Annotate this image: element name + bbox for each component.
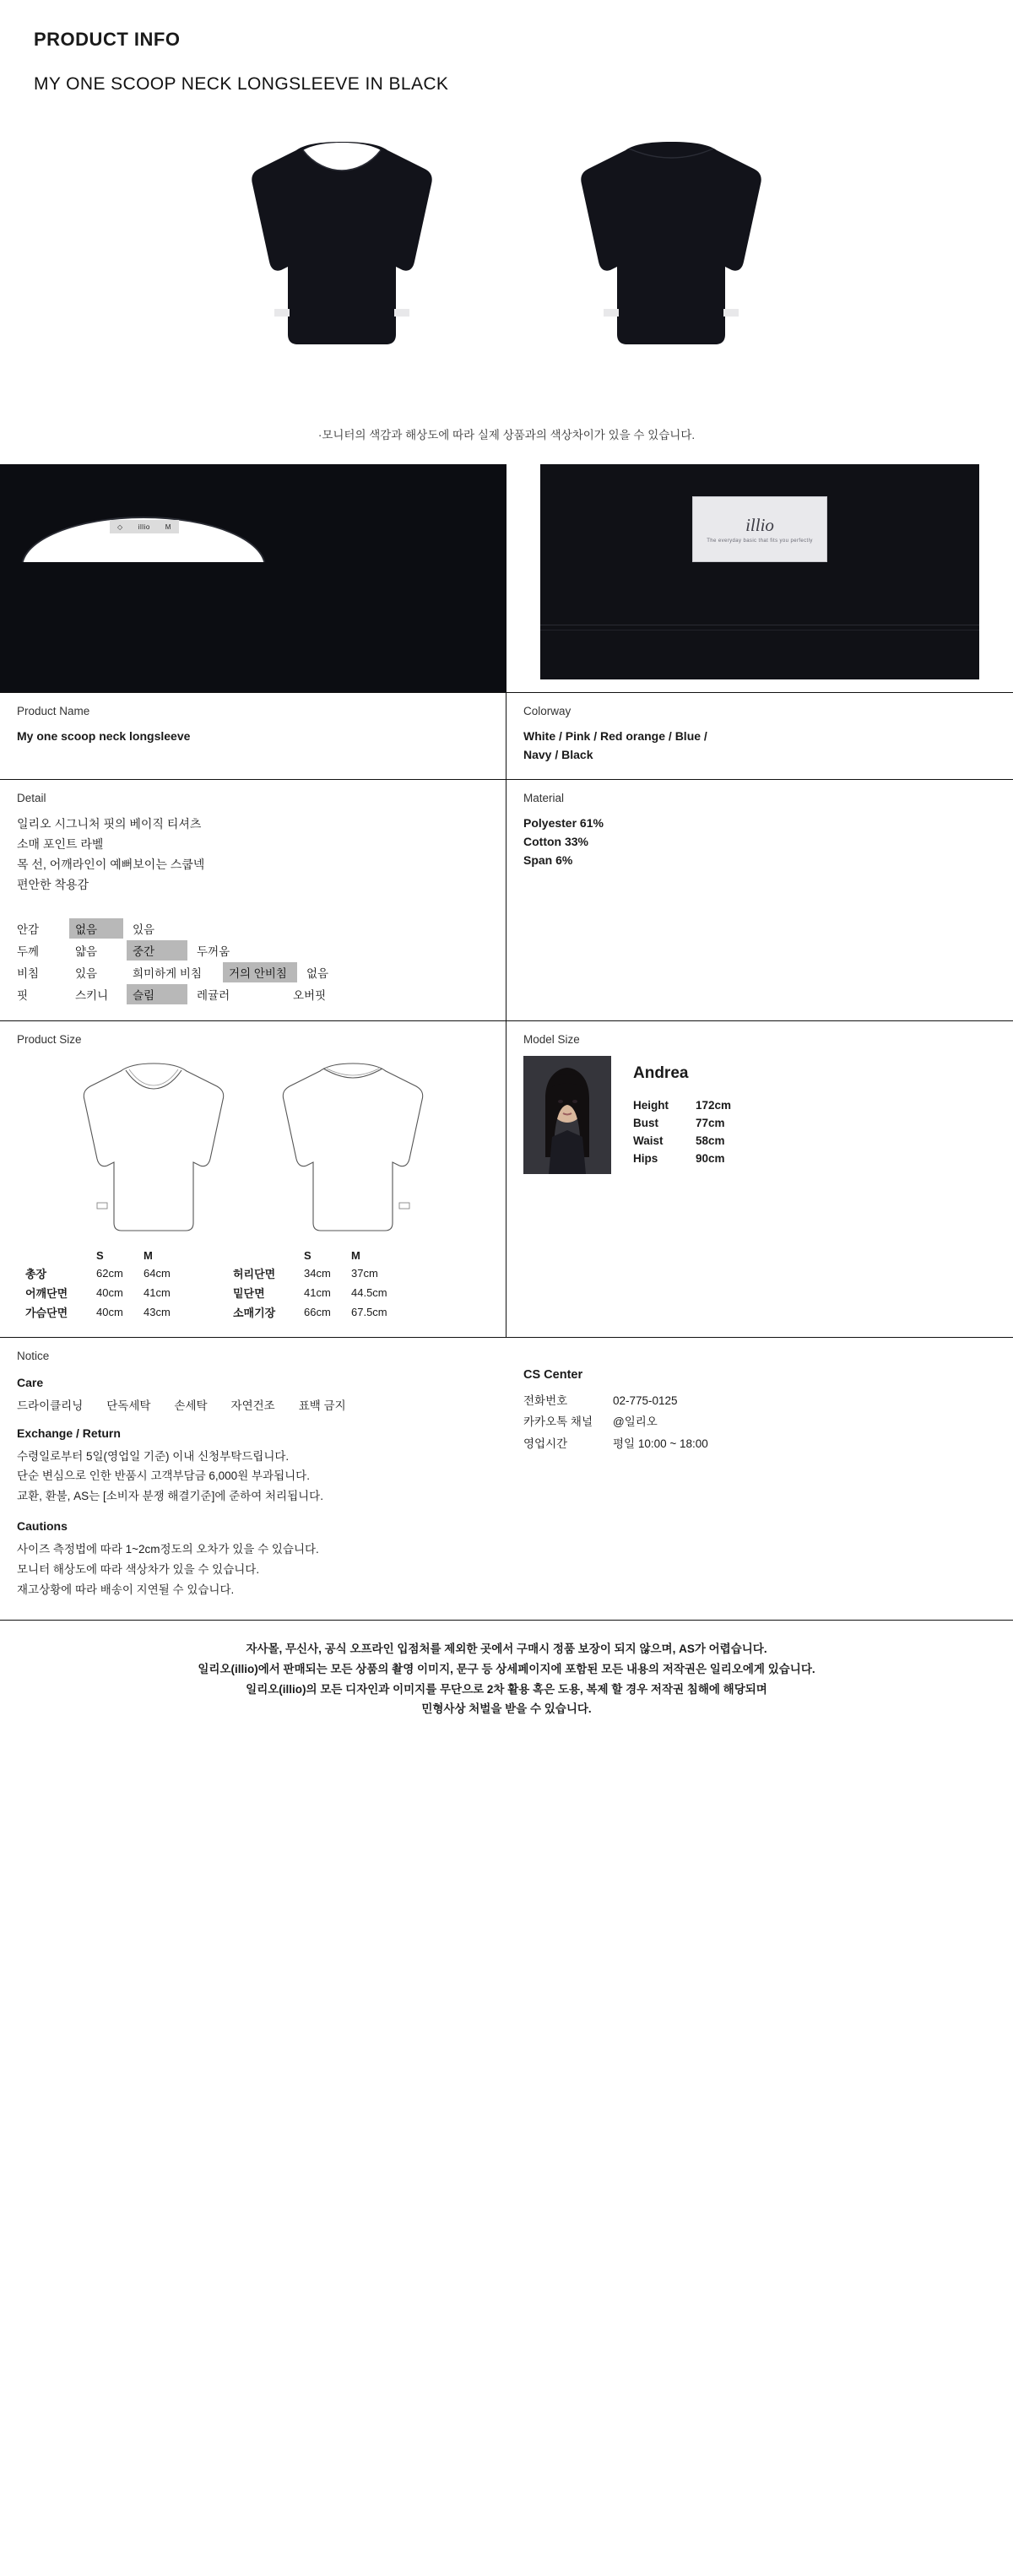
care-item-hand-wash: 손세탁 [174, 1399, 208, 1412]
measurement-chest-m: 43cm [144, 1305, 171, 1318]
option-sheer-slight: 희미하게 비침 [133, 966, 202, 980]
cautions-title: Cautions [17, 1519, 68, 1534]
model-waist-label: Waist [633, 1134, 664, 1147]
care-item-no-bleach: 표백 금지 [298, 1399, 346, 1412]
option-row-fit [17, 983, 489, 1005]
table-row [633, 1114, 731, 1132]
material-line-3: Span 6% [523, 852, 573, 867]
care-tag [110, 520, 179, 533]
model-photo [523, 1056, 611, 1174]
model-bust-value: 77cm [696, 1116, 725, 1129]
measurement-sleeve-s: 66cm [304, 1305, 331, 1318]
detail-photo-strip [0, 464, 1013, 692]
measurement-table-left [25, 1247, 191, 1322]
measurement-header-blank-left [25, 1247, 96, 1264]
cautions-line-2: 모니터 해상도에 따라 색상차가 있을 수 있습니다. [17, 1563, 260, 1577]
measurement-header-s-right: S [304, 1248, 311, 1262]
table-row [633, 1150, 731, 1167]
cs-phone-row [523, 1390, 996, 1412]
measurement-label-length: 총장 [25, 1267, 47, 1280]
option-row-thickness [17, 939, 489, 961]
care-tag-brand: illio [138, 522, 150, 531]
material-caption: Material [523, 792, 565, 805]
table-row [233, 1264, 398, 1283]
option-sheer-none: 없음 [306, 966, 329, 980]
material-line-2: Cotton 33% [523, 835, 588, 849]
option-fit-regular: 레귤러 [197, 988, 230, 1002]
option-label-fit: 핏 [17, 988, 29, 1002]
cs-phone-value[interactable]: 02-775-0125 [613, 1394, 678, 1407]
measurement-header-m-right: M [351, 1248, 360, 1262]
option-label-lining: 안감 [17, 923, 40, 936]
model-waist-value: 58cm [696, 1134, 725, 1147]
model-measurements-table [633, 1096, 731, 1167]
cs-phone-label: 전화번호 [523, 1394, 568, 1407]
model-height-value: 172cm [696, 1098, 732, 1112]
model-name: Andrea [633, 1063, 689, 1082]
measurement-label-waist: 허리단면 [233, 1267, 276, 1280]
product-size-cell [0, 1021, 506, 1337]
model-size-cell [506, 1021, 1013, 1337]
cs-kakao-row [523, 1411, 996, 1433]
option-row-lining [17, 917, 489, 939]
option-grid [17, 917, 489, 1005]
option-fit-oversize: 오버핏 [293, 988, 327, 1002]
brand-label-text: illio [745, 515, 774, 535]
detail-line-4: 편안한 착용감 [17, 877, 89, 891]
cs-hours-row [523, 1433, 996, 1455]
care-items [17, 1396, 490, 1413]
measurement-sleeve-m: 67.5cm [351, 1305, 387, 1318]
exchange-line-3: 교환, 환불, AS는 [소비자 분쟁 해결기준]에 준하여 처리됩니다. [17, 1489, 323, 1502]
neckline-mask [0, 562, 287, 692]
measurement-shoulder-m: 41cm [144, 1285, 171, 1299]
colorway-caption: Colorway [523, 705, 572, 717]
shirt-front-illustration [215, 135, 469, 388]
measurement-chest-s: 40cm [96, 1305, 123, 1318]
option-thickness-medium: 중간 [127, 940, 187, 961]
option-fit-skinny: 스키니 [75, 988, 109, 1002]
measurement-header-blank-right [233, 1247, 304, 1264]
care-tag-size: M [165, 522, 171, 531]
care-tag-icon: ◇ [117, 522, 123, 531]
model-hips-value: 90cm [696, 1151, 725, 1165]
measurement-length-m: 64cm [144, 1266, 171, 1280]
measurement-waist-m: 37cm [351, 1266, 378, 1280]
label-detail-photo-inner [540, 464, 979, 679]
footer-line-2: 일리오(illio)에서 판매되는 모든 상품의 촬영 이미지, 문구 등 상세페이지에 포함된 모든 내용의 저작권은 일리오에게 있습니다. [198, 1662, 815, 1675]
exchange-line-1: 수령일로부터 5일(영업일 기준) 이내 신청부탁드립니다. [17, 1449, 290, 1463]
shirt-back-illustration [544, 135, 798, 388]
care-title: Care [17, 1375, 44, 1389]
option-label-thickness: 두께 [17, 944, 40, 958]
option-thickness-thick: 두꺼움 [197, 944, 230, 958]
colorway-cell [506, 693, 1013, 779]
footer-line-4: 민형사상 처벌을 받을 수 있습니다. [421, 1702, 592, 1716]
table-row [233, 1302, 398, 1322]
neckline-detail-photo [0, 464, 506, 692]
measurement-tables [17, 1247, 489, 1322]
measurement-header-row-right [233, 1247, 398, 1264]
model-size-caption: Model Size [523, 1032, 580, 1046]
option-fit-slim: 슬림 [127, 984, 187, 1004]
option-sheer-yes: 있음 [75, 966, 98, 980]
color-disclaimer: ·모니터의 색감과 해상도에 따라 실제 상품과의 색상차이가 있을 수 있습니다. [317, 429, 696, 441]
product-info-table [0, 692, 1013, 1621]
material-line-1: Polyester 61% [523, 816, 604, 831]
option-thickness-thin: 얇음 [75, 944, 98, 958]
cs-center-column [506, 1338, 1013, 1621]
table-row [25, 1283, 191, 1302]
brand-label-patch [692, 496, 827, 562]
measurement-table-right [233, 1247, 398, 1322]
table-row [233, 1283, 398, 1302]
option-lining-none: 없음 [69, 918, 123, 939]
exchange-title: Exchange / Return [17, 1426, 121, 1440]
measurement-label-chest: 가슴단면 [25, 1306, 68, 1319]
model-height-label: Height [633, 1098, 669, 1112]
notice-left-column [0, 1338, 506, 1621]
measurement-hem-s: 41cm [304, 1285, 331, 1299]
model-bust-label: Bust [633, 1116, 658, 1129]
model-portrait-illustration [523, 1056, 611, 1174]
option-label-sheerness: 비침 [17, 966, 40, 980]
measurement-shoulder-s: 40cm [96, 1285, 123, 1299]
model-block [523, 1056, 996, 1174]
material-cell [506, 780, 1013, 1020]
detail-material-row [0, 780, 1013, 1020]
model-info [633, 1056, 731, 1174]
copyright-footer [0, 1621, 1013, 1741]
cs-kakao-label: 카카오톡 채널 [523, 1415, 593, 1429]
brand-label-subtext: The everyday basic that fits you perfectly [707, 538, 813, 544]
colorway-line-2: Navy / Black [523, 747, 593, 761]
measurement-waist-s: 34cm [304, 1266, 331, 1280]
page-title: PRODUCT INFO [34, 29, 181, 50]
product-name-value: My one scoop neck longsleeve [17, 729, 191, 743]
care-item-air-dry: 자연건조 [230, 1399, 275, 1412]
tech-drawing-front [65, 1058, 242, 1239]
table-row [25, 1264, 191, 1283]
exchange-line-2: 단순 변심으로 인한 반품시 고객부담금 6,000원 부과됩니다. [17, 1469, 310, 1483]
technical-drawings [17, 1058, 489, 1239]
product-size-caption: Product Size [17, 1032, 82, 1046]
label-detail-photo [506, 464, 1013, 692]
option-row-sheerness [17, 961, 489, 983]
detail-caption: Detail [17, 792, 46, 805]
detail-line-3: 목 선, 어깨라인이 예뻐보이는 스쿱넥 [17, 857, 205, 871]
measurement-hem-m: 44.5cm [351, 1285, 387, 1299]
notice-section [0, 1338, 1013, 1621]
notice-caption: Notice [17, 1349, 50, 1362]
measurement-header-row-left [25, 1247, 191, 1264]
product-hero-images [0, 95, 1013, 388]
footer-line-3: 일리오(illio)의 모든 디자인과 이미지를 무단으로 2차 활용 혹은 도용, 복제 할 경우 저작권 침해에 해당되며 [246, 1682, 767, 1696]
measurement-header-s-left: S [96, 1248, 104, 1262]
measurement-length-s: 62cm [96, 1266, 123, 1280]
name-colorway-row [0, 693, 1013, 780]
cs-kakao-value[interactable]: @일리오 [613, 1415, 658, 1429]
measurement-header-m-left: M [144, 1248, 153, 1262]
cs-hours-value: 평일 10:00 ~ 18:00 [613, 1437, 708, 1450]
model-hips-label: Hips [633, 1151, 658, 1165]
product-name-cell [0, 693, 506, 779]
table-row [633, 1132, 731, 1150]
size-row [0, 1021, 1013, 1338]
cautions-line-3: 재고상황에 따라 배송이 지연될 수 있습니다. [17, 1583, 235, 1596]
detail-line-1: 일리오 시그니처 핏의 베이직 티셔츠 [17, 817, 202, 831]
footer-line-1: 자사몰, 무신사, 공식 오프라인 입점처를 제외한 곳에서 구매시 정품 보장이 되지 않으며, AS가 어렵습니다. [246, 1642, 767, 1656]
cautions-line-1: 사이즈 측정법에 따라 1~2cm정도의 오차가 있을 수 있습니다. [17, 1543, 319, 1556]
table-row [25, 1302, 191, 1322]
cs-center-title: CS Center [523, 1367, 583, 1382]
option-sheer-almost-none: 거의 안비침 [223, 962, 297, 982]
measurement-label-shoulder: 어깨단면 [25, 1286, 68, 1300]
detail-line-2: 소매 포인트 라벨 [17, 837, 104, 852]
colorway-line-1: White / Pink / Red orange / Blue / [523, 729, 707, 743]
cs-hours-label: 영업시간 [523, 1437, 568, 1450]
table-row [633, 1096, 731, 1114]
page-header [0, 0, 1013, 95]
tech-drawing-back [264, 1058, 441, 1239]
option-lining-yes: 있음 [133, 923, 155, 936]
measurement-label-hem: 밑단면 [233, 1286, 265, 1300]
product-name-caption: Product Name [17, 705, 90, 717]
care-item-drycleaning: 드라이클리닝 [17, 1399, 84, 1412]
product-front-image [215, 135, 469, 388]
measurement-label-sleeve: 소매기장 [233, 1306, 276, 1319]
care-item-separate-wash: 단독세탁 [106, 1399, 151, 1412]
detail-cell [0, 780, 506, 1020]
product-back-image [544, 135, 798, 388]
product-subtitle: MY ONE SCOOP NECK LONGSLEEVE IN BLACK [34, 74, 449, 94]
